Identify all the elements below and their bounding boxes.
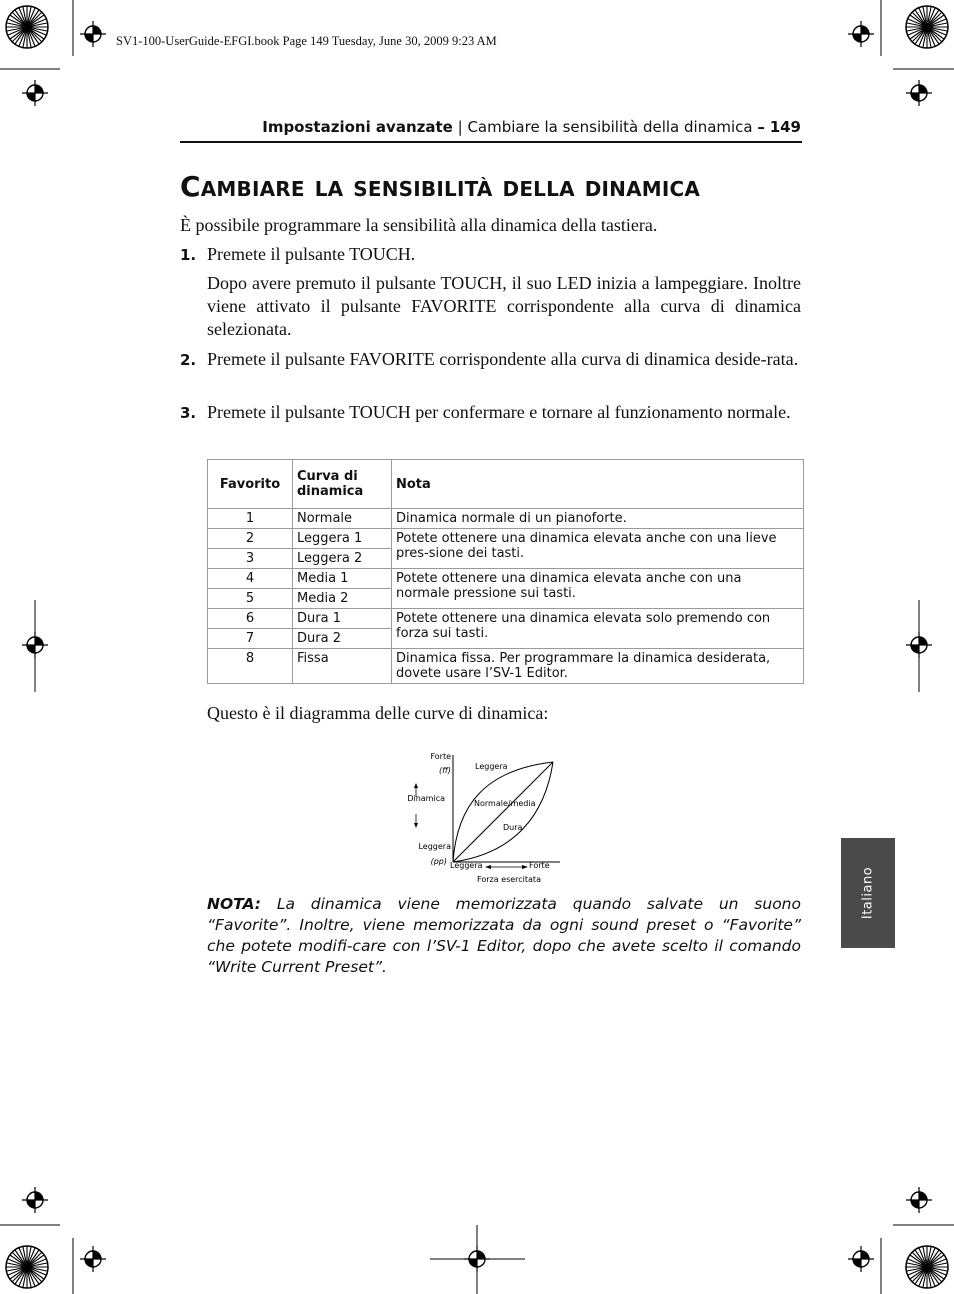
y-axis-label: Dinamica <box>407 794 445 803</box>
step-text: Premete il pulsante TOUCH per confermare e tornare al funzionamento normale. <box>207 402 791 422</box>
note-text: La dinamica viene memorizzata quando salvate un suono “Favorite”. Inoltre, viene memorizzata da ogni sound preset o “Favorite” che potete modifi-care con l’SV-1 Editor, dopo che avete scelto il comando “Write Current Preset”. <box>207 895 801 976</box>
step-number: 1. <box>180 246 197 264</box>
favorite-cell: 7 <box>208 629 293 649</box>
x-axis-label: Forza esercitata <box>477 875 541 884</box>
favorite-cell: 6 <box>208 609 293 629</box>
note-cell: Dinamica normale di un pianoforte. <box>392 509 804 529</box>
header-separator: | <box>457 118 463 136</box>
curve-cell: Media 1 <box>293 569 392 589</box>
right-arrow-head-icon <box>522 865 528 869</box>
column-header: Nota <box>392 460 804 509</box>
note-cell: Potete ottenere una dinamica elevata anche con una lieve pres-sione dei tasti. <box>392 529 804 569</box>
language-label: Italiano <box>860 866 876 920</box>
curve-cell: Leggera 1 <box>293 529 392 549</box>
note-label: NOTA: <box>207 895 262 913</box>
curve-cell: Normale <box>293 509 392 529</box>
y-bottom-symbol: (pp) <box>430 857 447 866</box>
header-section: Impostazioni avanzate <box>262 118 453 136</box>
diagram-intro: Questo è il diagramma delle curve di dinamica: <box>207 703 549 723</box>
step-text: Premete il pulsante TOUCH. <box>207 244 416 264</box>
curve-cell: Leggera 2 <box>293 549 392 569</box>
y-top-label: Forte <box>430 752 451 761</box>
curve-cell: Dura 1 <box>293 609 392 629</box>
favorite-cell: 4 <box>208 569 293 589</box>
note-cell: Potete ottenere una dinamica elevata solo premendo con forza sui tasti. <box>392 609 804 649</box>
favorite-cell: 3 <box>208 549 293 569</box>
favorite-cell: 2 <box>208 529 293 549</box>
step-number: 2. <box>180 351 197 369</box>
table-row <box>208 529 804 549</box>
light-curve-label: Leggera <box>475 762 508 771</box>
x-left-label: Leggera <box>450 861 483 870</box>
normal-curve-label: Normale/media <box>474 799 536 808</box>
note-cell: Dinamica fissa. Per programmare la dinamica desiderata, dovete usare l’SV-1 Editor. <box>392 649 804 684</box>
header-subsection: Cambiare la sensibilità della dinamica <box>467 118 753 136</box>
table-row <box>208 649 804 684</box>
curve-cell: Fissa <box>293 649 392 684</box>
velocity-curve-diagram <box>405 745 570 890</box>
note-cell: Potete ottenere una dinamica elevata anche con una normale pressione sui tasti. <box>392 569 804 609</box>
step-number: 3. <box>180 404 197 422</box>
hard-curve-label: Dura <box>503 823 523 832</box>
header-dash: – <box>757 118 765 136</box>
page-title: Cambiare la sensibilità della dinamica <box>180 170 701 203</box>
y-top-symbol: (ff) <box>438 766 451 775</box>
language-side-tab <box>841 838 895 948</box>
normal-curve <box>453 762 553 862</box>
curve-cell: Dura 2 <box>293 629 392 649</box>
favorite-cell: 8 <box>208 649 293 684</box>
curve-cell: Media 2 <box>293 589 392 609</box>
book-info: SV1-100-UserGuide-EFGI.book Page 149 Tuesday, June 30, 2009 9:23 AM <box>116 34 497 48</box>
column-header: Curva di dinamica <box>293 460 392 509</box>
note-paragraph <box>207 894 801 978</box>
intro-paragraph: È possibile programmare la sensibilità alla dinamica della tastiera. <box>180 215 658 235</box>
table-header-row <box>208 460 804 509</box>
down-arrow-head-icon <box>414 823 418 828</box>
page-number: 149 <box>769 118 801 136</box>
table-row <box>208 509 804 529</box>
header-rule <box>180 141 802 143</box>
table-row <box>208 609 804 629</box>
x-right-label: Forte <box>529 861 550 870</box>
step-detail: Dopo avere premuto il pulsante TOUCH, il suo LED inizia a lampeggiare. Inoltre viene attivato il pulsante FAVORITE corrispondente alla curva di dinamica selezionata. <box>207 273 801 339</box>
favorite-cell: 1 <box>208 509 293 529</box>
left-arrow-head-icon <box>485 865 491 869</box>
running-header <box>180 118 801 136</box>
favorite-cell: 5 <box>208 589 293 609</box>
dynamics-curve-table <box>207 459 804 684</box>
column-header: Favorito <box>208 460 293 509</box>
up-arrow-head-icon <box>414 783 418 788</box>
y-bottom-label: Leggera <box>418 842 451 851</box>
step-text: Premete il pulsante FAVORITE corrispondente alla curva di dinamica deside-rata. <box>207 349 799 369</box>
table-row <box>208 569 804 589</box>
